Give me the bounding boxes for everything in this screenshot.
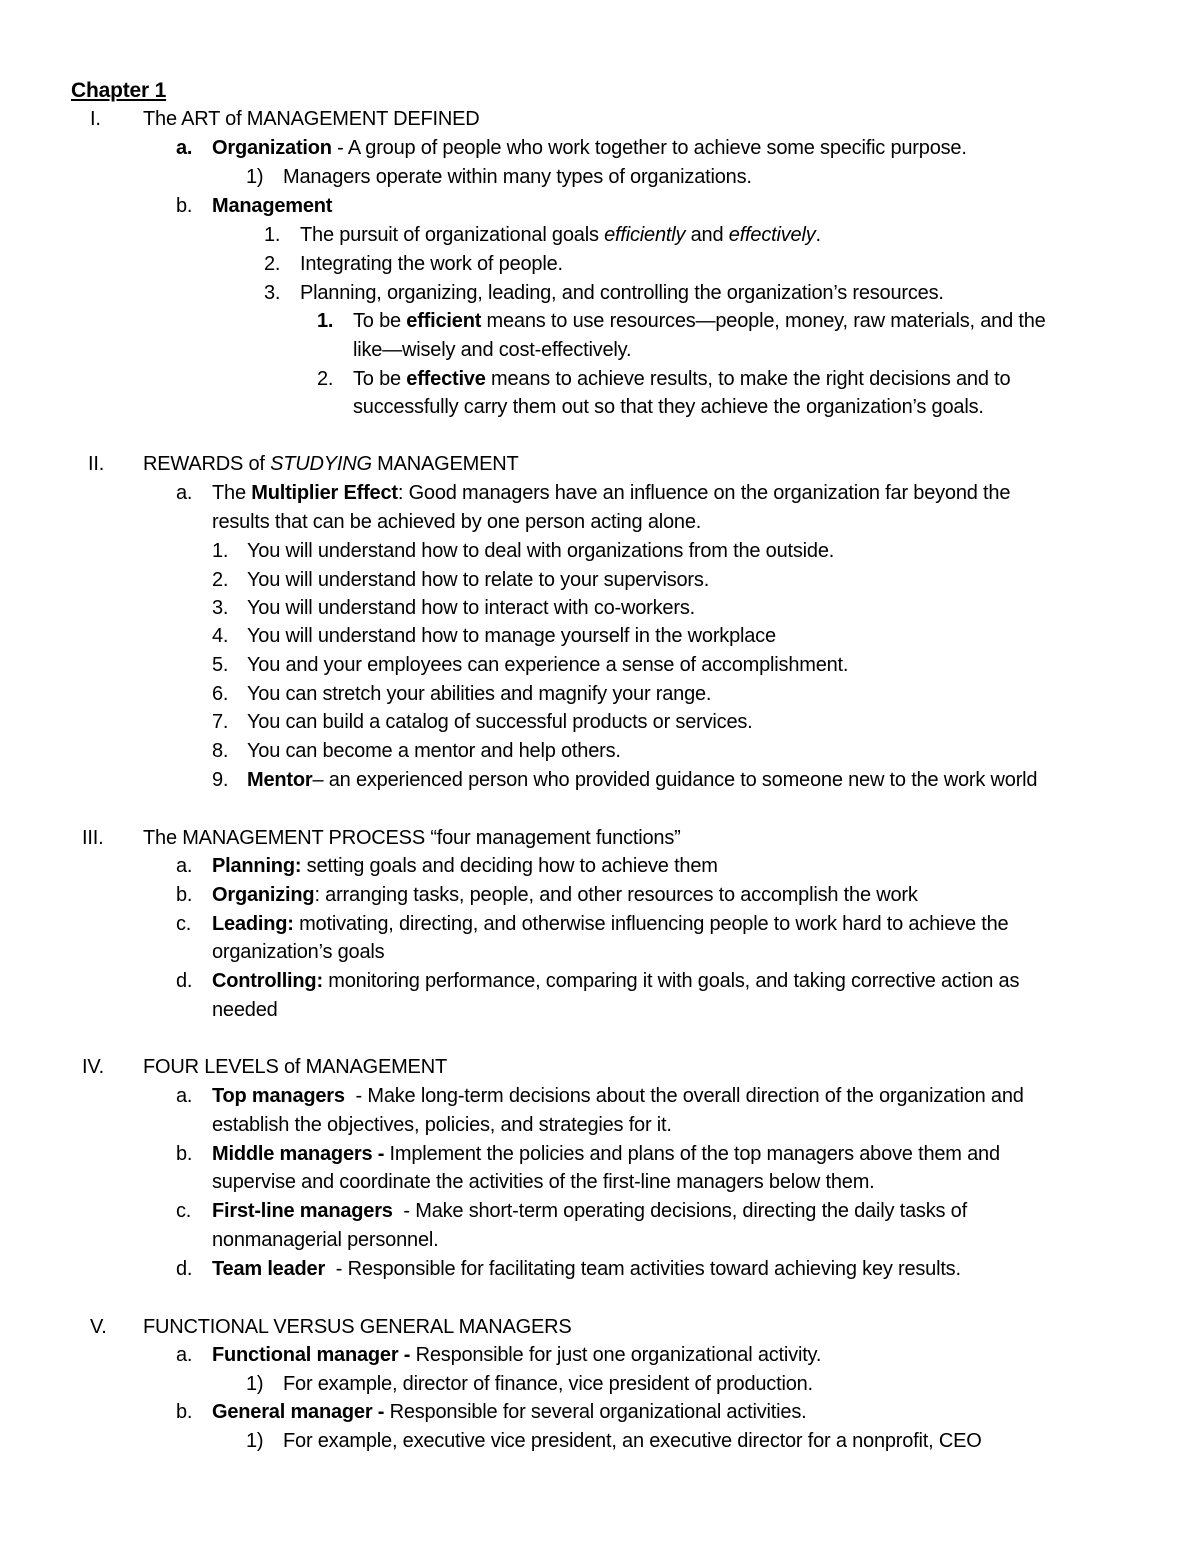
s3-a-term: Planning: [212,855,302,877]
s1-b3a-text: means to use resources—people, money, raw materials, and the [481,310,1046,332]
s4-a-term: Top managers [212,1085,345,1107]
s2-item-marker: 4. [212,625,229,647]
s4-a-cont: establish the objectives, policies, and strategies for it. [212,1114,672,1136]
s4-c-term: First-line managers [212,1200,393,1222]
s1-b3b-text: means to achieve results, to make the right decisions and to [485,368,1011,390]
s1-a-term: Organization [212,137,332,159]
s2-heading-pre: REWARDS of [143,453,271,475]
s4-d-text: - Responsible for facilitating team activities toward achieving key results. [325,1258,961,1280]
s3-c-cont: organization’s goals [212,941,385,963]
s2-item-marker: 6. [212,683,229,705]
s4-c-cont: nonmanagerial personnel. [212,1229,439,1251]
s1-b1-end: . [815,224,821,246]
s3-c-marker: c. [176,913,192,935]
s2-a-marker: a. [176,482,193,504]
s1-b3a-line [353,307,1046,336]
s1-a-text: - A group of people who work together to achieve some specific purpose. [331,137,967,159]
section-1-heading: The ART of MANAGEMENT DEFINED [143,108,480,130]
s3-b-text: : arranging tasks, people, and other resources to accomplish the work [314,884,918,906]
s3-c-line [212,910,1008,939]
s2-a-cont: results that can be achieved by one person acting alone. [212,511,702,533]
s2-item-marker: 3. [212,597,229,619]
s4-d-line [212,1255,961,1284]
section-2-heading [143,450,519,479]
s3-d-line [212,967,1019,996]
s1-b1-em2: effectively [728,224,816,246]
s1-a1-text: Managers operate within many types of organizations. [283,166,752,188]
s2-a-text: : Good managers have an influence on the organization far beyond the [397,482,1011,504]
s5-a-text: Responsible for just one organizational activity. [410,1344,822,1366]
s1-b3a-term: efficient [406,310,482,332]
s2-item9-line [247,766,1037,795]
s4-d-marker: d. [176,1258,193,1280]
s3-c-text: motivating, directing, and otherwise influencing people to work hard to achieve the [293,913,1009,935]
section-4-marker: IV. [82,1056,105,1078]
s1-b1-marker: 1. [264,224,281,246]
s4-a-line [212,1082,1024,1111]
s4-c-marker: c. [176,1200,192,1222]
s3-b-marker: b. [176,884,193,906]
s1-b-marker: b. [176,195,193,217]
s1-b2-text: Integrating the work of people. [300,253,563,275]
s2-item-marker: 8. [212,740,229,762]
s3-d-term: Controlling: [212,970,323,992]
s5-b-line [212,1398,806,1427]
section-4-heading: FOUR LEVELS of MANAGEMENT [143,1056,447,1078]
s4-d-term: Team leader [212,1258,326,1280]
s3-a-text: setting goals and deciding how to achieve them [301,855,718,877]
section-5-marker: V. [90,1316,107,1338]
s1-b1-mid: and [685,224,729,246]
section-3-marker: III. [82,827,104,849]
s2-item-text: You will understand how to manage yourself in the workplace [247,625,776,647]
s4-b-term: Middle managers - [212,1143,385,1165]
s1-a-marker: a. [176,137,193,159]
s3-c-term: Leading: [212,913,294,935]
s1-b3b-cont: successfully carry them out so that they achieve the organization’s goals. [353,396,984,418]
s1-b3-text: Planning, organizing, leading, and controlling the organization’s resources. [300,282,944,304]
s1-b1-pre: The pursuit of organizational goals [300,224,605,246]
section-1-marker: I. [90,108,101,130]
s1-b3b-pre: To be [353,368,407,390]
s5-a1-marker: 1) [246,1373,264,1395]
s5-a-term: Functional manager - [212,1344,411,1366]
s4-c-text: - Make short-term operating decisions, directing the daily tasks of [392,1200,967,1222]
s4-b-cont: supervise and coordinate the activities of the first-line managers below them. [212,1171,875,1193]
section-2-marker: II. [88,453,105,475]
s5-a-marker: a. [176,1344,193,1366]
s4-b-line [212,1140,1000,1169]
section-3-heading: The MANAGEMENT PROCESS “four management functions” [143,827,681,849]
s2-heading-em: STUDYING [270,453,372,475]
s2-item-marker: 2. [212,569,229,591]
page-title: Chapter 1 [71,79,167,102]
s5-b-text: Responsible for several organizational activities. [384,1401,807,1423]
s1-b2-marker: 2. [264,253,281,275]
s2-item-marker: 5. [212,654,229,676]
s1-b3b-marker: 2. [317,368,334,390]
s5-a-line [212,1341,821,1370]
s1-b3a-pre: To be [353,310,407,332]
s1-a-line [212,134,967,163]
s2-item-text: You will understand how to relate to your supervisors. [247,569,710,591]
s2-a-line [212,479,1010,508]
s4-b-marker: b. [176,1143,193,1165]
s2-item9-marker: 9. [212,769,229,791]
s3-b-line [212,881,918,910]
s2-a-term: Multiplier Effect [251,482,398,504]
s1-a1-marker: 1) [246,166,264,188]
s2-item-text: You can become a mentor and help others. [247,740,621,762]
s1-b3b-line [353,365,1010,394]
s2-heading-post: MANAGEMENT [371,453,519,475]
s1-b3a-cont: like—wisely and cost-effectively. [353,339,632,361]
s2-a-pre: The [212,482,252,504]
s2-item9-term: Mentor [247,769,313,791]
s3-d-text: monitoring performance, comparing it with goals, and taking corrective action as [322,970,1020,992]
s1-b1-line [300,221,821,250]
section-5-heading: FUNCTIONAL VERSUS GENERAL MANAGERS [143,1316,572,1338]
s5-a1-text: For example, director of finance, vice president of production. [283,1373,813,1395]
s3-d-cont: needed [212,999,278,1021]
s1-b3b-term: effective [406,368,486,390]
s5-b-marker: b. [176,1401,193,1423]
s4-c-line [212,1197,967,1226]
s3-d-marker: d. [176,970,193,992]
s2-item-marker: 7. [212,711,229,733]
s5-b1-marker: 1) [246,1430,264,1452]
s1-b1-em1: efficiently [604,224,686,246]
s2-item-text: You can stretch your abilities and magnify your range. [247,683,712,705]
s3-b-term: Organizing [212,884,315,906]
s2-item-text: You can build a catalog of successful products or services. [247,711,753,733]
s3-a-marker: a. [176,855,193,877]
s5-b-term: General manager - [212,1401,385,1423]
s1-b3a-marker: 1. [317,310,334,332]
s2-item-text: You will understand how to deal with organizations from the outside. [247,540,835,562]
s4-a-text: - Make long-term decisions about the overall direction of the organization and [344,1085,1024,1107]
s1-b-term: Management [212,195,333,217]
s2-item-text: You will understand how to interact with co-workers. [247,597,695,619]
s5-b1-text: For example, executive vice president, an executive director for a nonprofit, CEO [283,1430,982,1452]
s2-item9-text: – an experienced person who provided guidance to someone new to the work world [312,769,1038,791]
s1-b3-marker: 3. [264,282,281,304]
s2-item-text: You and your employees can experience a sense of accomplishment. [247,654,849,676]
s3-a-line [212,852,718,881]
s4-b-text: Implement the policies and plans of the top managers above them and [384,1143,1000,1165]
s2-item-marker: 1. [212,540,229,562]
s4-a-marker: a. [176,1085,193,1107]
